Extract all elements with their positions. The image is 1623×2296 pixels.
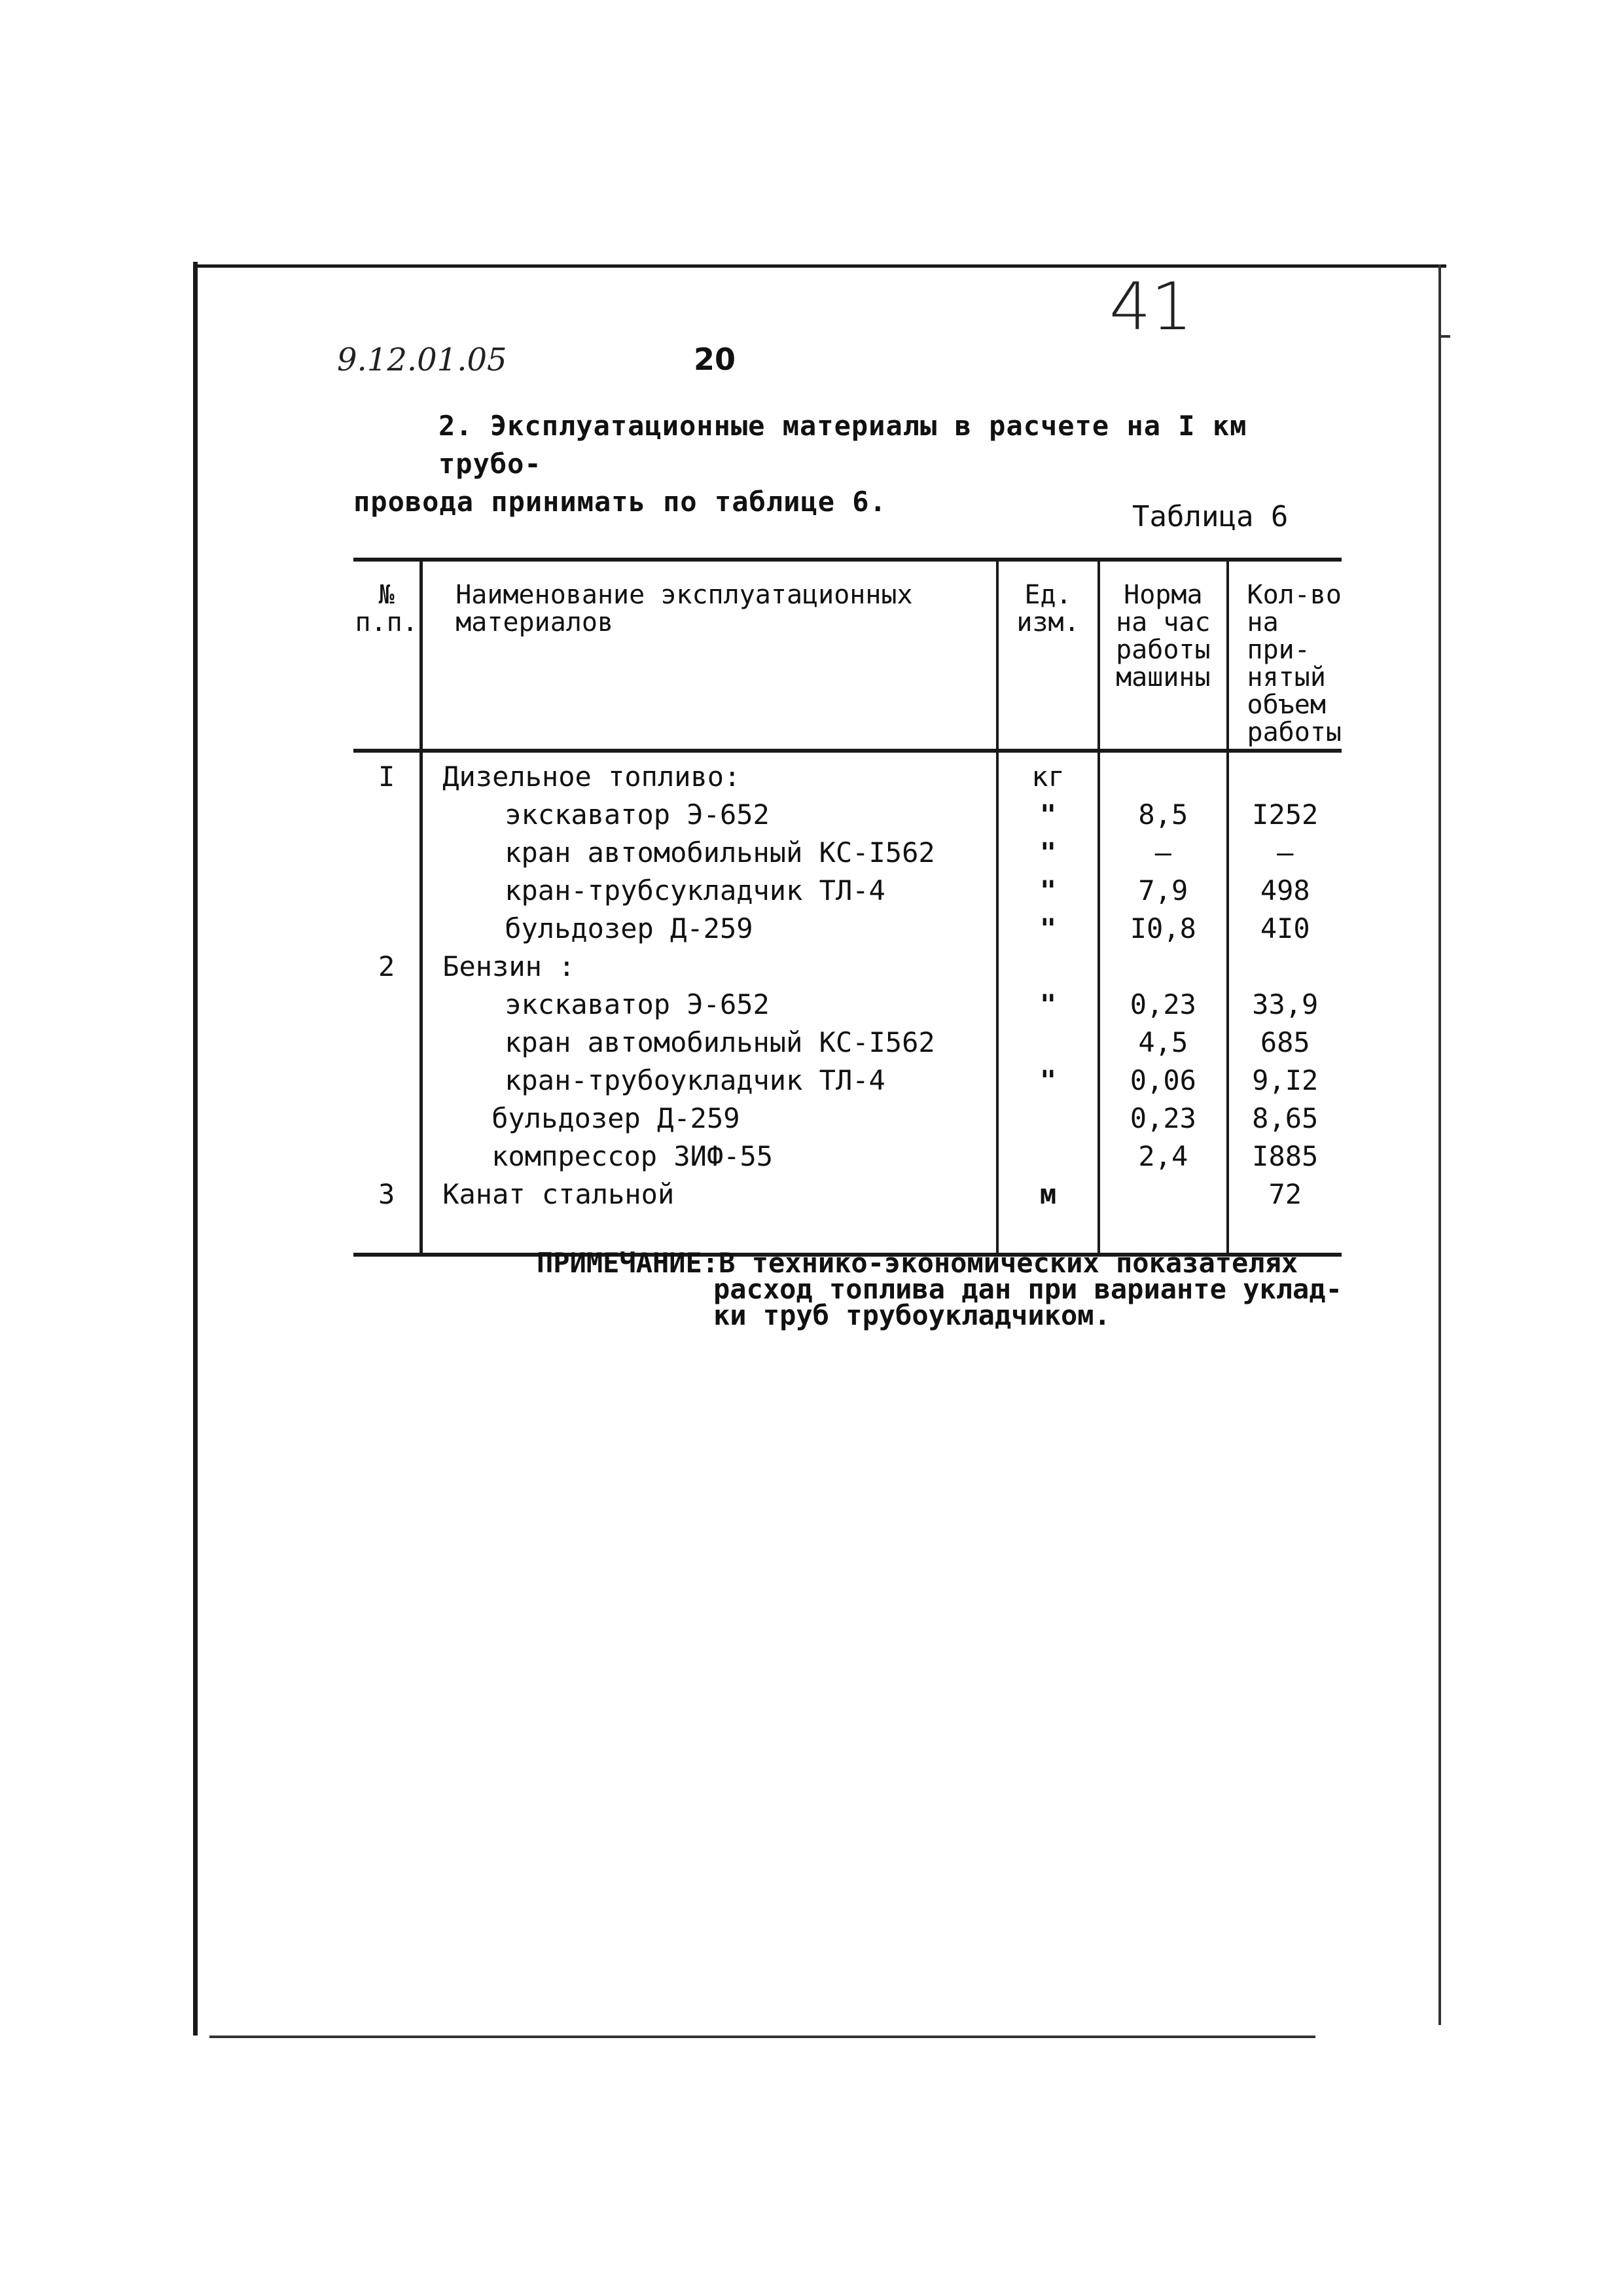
row-norm bbox=[1099, 751, 1227, 796]
row-name: Бензин : bbox=[421, 948, 997, 986]
row-qty: 8,65 bbox=[1252, 1102, 1319, 1134]
row-unit: " bbox=[997, 834, 1099, 872]
frame-top-line bbox=[196, 264, 1446, 268]
table-row bbox=[353, 910, 1342, 948]
row-num bbox=[353, 1100, 421, 1138]
header-norm: Норма на час работы машины bbox=[1099, 560, 1227, 751]
row-name: кран автомобильный КС-I562 bbox=[421, 1024, 997, 1062]
row-name: Дизельное топливо: bbox=[421, 751, 997, 796]
row-num: I bbox=[353, 751, 421, 796]
row-unit: м bbox=[997, 1175, 1099, 1255]
row-qty: 498 bbox=[1260, 874, 1310, 906]
row-qty: 33,9 bbox=[1252, 988, 1319, 1020]
table-row bbox=[353, 1062, 1342, 1100]
table-row bbox=[353, 1138, 1342, 1175]
row-norm: 0,06 bbox=[1099, 1062, 1227, 1100]
row-num bbox=[353, 796, 421, 834]
note-line-3: ки труб трубоукладчиком. bbox=[713, 1299, 1111, 1331]
table-row bbox=[353, 986, 1342, 1024]
table-row bbox=[353, 1175, 1342, 1255]
row-qty: I252 bbox=[1252, 798, 1319, 831]
table-row bbox=[353, 1100, 1342, 1138]
row-name: Канат стальной bbox=[421, 1175, 997, 1255]
row-norm: 0,23 bbox=[1099, 986, 1227, 1024]
table-row bbox=[353, 1024, 1342, 1062]
sheet-number: 41 bbox=[1109, 268, 1193, 345]
frame-tick-mark bbox=[1441, 335, 1450, 338]
row-norm: 2,4 bbox=[1099, 1138, 1227, 1175]
row-name: бульдозер Д-259 bbox=[421, 1100, 997, 1138]
table-caption: Таблица 6 bbox=[1132, 500, 1289, 533]
row-num bbox=[353, 986, 421, 1024]
header-unit: Ед. изм. bbox=[997, 560, 1099, 751]
row-num bbox=[353, 1062, 421, 1100]
table-row bbox=[353, 796, 1342, 834]
frame-bottom-line bbox=[209, 2036, 1315, 2038]
materials-table bbox=[353, 558, 1342, 1257]
row-qty: – bbox=[1277, 836, 1294, 869]
row-norm bbox=[1099, 948, 1227, 986]
row-norm: I0,8 bbox=[1099, 910, 1227, 948]
row-norm: 4,5 bbox=[1099, 1024, 1227, 1062]
row-qty: 685 bbox=[1260, 1026, 1310, 1058]
table-row bbox=[353, 834, 1342, 872]
row-name: кран-трубоукладчик ТЛ-4 bbox=[421, 1062, 997, 1100]
row-qty: I885 bbox=[1252, 1140, 1319, 1172]
row-norm bbox=[1099, 1175, 1227, 1255]
row-unit bbox=[997, 1100, 1099, 1138]
row-unit bbox=[997, 948, 1099, 986]
intro-line-2: провода принимать по таблице 6. bbox=[353, 486, 887, 518]
row-num bbox=[353, 1024, 421, 1062]
row-unit: кг bbox=[997, 751, 1099, 796]
row-unit: " bbox=[997, 910, 1099, 948]
row-qty bbox=[1228, 948, 1342, 986]
row-unit: " bbox=[997, 1062, 1099, 1100]
row-unit bbox=[997, 1138, 1099, 1175]
row-qty: 72 bbox=[1268, 1178, 1302, 1210]
table-row bbox=[353, 872, 1342, 910]
row-num bbox=[353, 1138, 421, 1175]
frame-right-line bbox=[1438, 264, 1441, 2025]
note-line-1: ПРИМЕЧАНИЕ:В технико-экономических показателях bbox=[537, 1247, 1298, 1279]
note-line-2: расход топлива дан при варианте уклад- bbox=[713, 1273, 1342, 1305]
note-block bbox=[537, 1247, 1387, 1331]
row-qty: 9,I2 bbox=[1252, 1064, 1319, 1096]
row-norm: – bbox=[1099, 834, 1227, 872]
row-name: компрессор ЗИФ-55 bbox=[421, 1138, 997, 1175]
header-qty: Кол-во на при-нятый объем работы bbox=[1247, 580, 1342, 747]
table-row bbox=[353, 751, 1342, 796]
intro-line-1: 2. Эксплуатационные материалы в расчете на I км трубо- bbox=[438, 410, 1247, 480]
page-number: 20 bbox=[694, 342, 736, 377]
row-norm: 0,23 bbox=[1099, 1100, 1227, 1138]
header-num: № п.п. bbox=[353, 560, 421, 751]
row-num bbox=[353, 834, 421, 872]
header-name: Наименование эксплуатационных материалов bbox=[421, 560, 997, 751]
row-num: 3 bbox=[353, 1175, 421, 1255]
row-qty: 4I0 bbox=[1260, 912, 1310, 944]
row-norm: 8,5 bbox=[1099, 796, 1227, 834]
row-num: 2 bbox=[353, 948, 421, 986]
row-name: бульдозер Д-259 bbox=[421, 910, 997, 948]
table-header-row bbox=[353, 560, 1342, 751]
row-qty bbox=[1228, 751, 1342, 796]
document-code: 9.12.01.05 bbox=[337, 342, 507, 378]
frame-left-line bbox=[193, 262, 198, 2036]
row-unit bbox=[997, 1024, 1099, 1062]
row-num bbox=[353, 910, 421, 948]
row-norm: 7,9 bbox=[1099, 872, 1227, 910]
row-unit: " bbox=[997, 986, 1099, 1024]
row-num bbox=[353, 872, 421, 910]
row-name: экскаватор Э-652 bbox=[421, 986, 997, 1024]
table-row bbox=[353, 948, 1342, 986]
row-name: кран-трубсукладчик ТЛ-4 bbox=[421, 872, 997, 910]
row-name: экскаватор Э-652 bbox=[421, 796, 997, 834]
row-unit: " bbox=[997, 872, 1099, 910]
row-unit: " bbox=[997, 796, 1099, 834]
row-name: кран автомобильный КС-I562 bbox=[421, 834, 997, 872]
